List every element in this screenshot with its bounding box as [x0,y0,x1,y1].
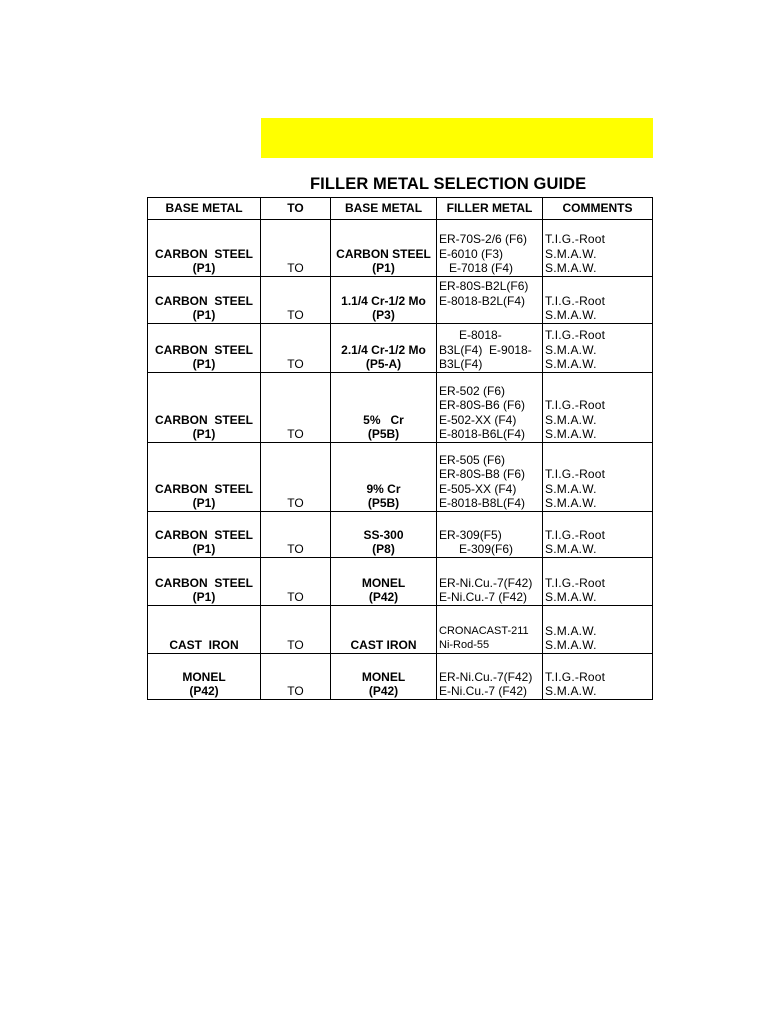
base-metal-cell [148,512,261,558]
base-metal-2-cell [331,220,437,277]
base-metal-2-cell-line: (P42) [368,590,399,605]
filler-metal-cell [437,512,543,558]
to-cell: TO [261,443,331,512]
to-cell: TO [261,220,331,277]
filler-metal-cell-line: E-8018-B8L(F4) [439,496,526,511]
base-metal-cell-line: (P1) [192,261,216,276]
base-metal-cell [148,654,261,700]
base-metal-2-cell-line: (P42) [368,684,399,699]
base-metal-cell-line: MONEL [182,669,226,684]
filler-metal-cell [437,277,543,324]
base-metal-2-cell-line: (P5-A) [365,357,402,372]
filler-metal-cell [437,654,543,700]
to-cell: TO [261,654,331,700]
base-metal-cell-line: CARBON STEEL [154,575,253,590]
comments-cell-line: S.M.A.W. [545,638,597,653]
to-cell: TO [261,606,331,654]
base-metal-2-cell [331,373,437,443]
filler-metal-cell-line: B3L(F4) [439,357,483,372]
base-metal-2-cell [331,512,437,558]
to-cell: TO [261,324,331,373]
base-metal-cell-line: (P1) [192,590,216,605]
to-cell: TO [261,277,331,324]
comments-cell [543,443,653,512]
base-metal-cell-line: CARBON STEEL [154,527,253,542]
table-row [148,606,653,654]
table-body [148,220,653,700]
filler-metal-cell-line: ER-309(F5) [439,527,502,542]
comments-cell-line: S.M.A.W. [545,496,597,511]
base-metal-2-cell-line: 1.1/4 Cr-1/2 Mo [341,293,426,308]
base-metal-2-cell-line: (P5B) [367,427,400,442]
table-row [148,654,653,700]
filler-metal-cell [437,606,543,654]
base-metal-cell-line: CARBON STEEL [154,412,253,427]
comments-cell [543,324,653,373]
filler-metal-cell-line: ER-80S-B8 (F6) [439,467,526,482]
header-base-metal-2: BASE METAL [331,198,437,220]
base-metal-cell [148,443,261,512]
base-metal-cell-line: (P42) [189,684,219,699]
base-metal-cell [148,277,261,324]
filler-metal-cell-line: E-6010 (F3) [439,246,504,261]
filler-metal-cell-line: E-8018-B6L(F4) [439,427,526,442]
filler-metal-cell-line: E-505-XX (F4) [439,481,517,496]
base-metal-cell [148,606,261,654]
base-metal-2-cell-line: 2.1/4 Cr-1/2 Mo [341,342,426,357]
filler-metal-cell-line: ER-Ni.Cu.-7(F42) [439,575,533,590]
table-row [148,277,653,324]
header-base-metal: BASE METAL [148,198,261,220]
filler-metal-cell-line: ER-502 (F6) [439,383,506,398]
page-title: FILLER METAL SELECTION GUIDE [310,175,587,193]
comments-cell-line: S.M.A.W. [545,623,597,638]
comments-cell [543,606,653,654]
filler-metal-cell-line: ER-Ni.Cu.-7(F42) [439,669,533,684]
base-metal-2-cell-line: 9% Cr [366,481,401,496]
base-metal-cell-line: CARBON STEEL [154,246,253,261]
table-row [148,373,653,443]
comments-cell [543,277,653,324]
base-metal-2-cell [331,606,437,654]
filler-metal-cell [437,443,543,512]
filler-metal-cell-line: ER-80S-B6 (F6) [439,398,526,413]
comments-cell [543,512,653,558]
highlight-bar [261,118,653,158]
filler-metal-cell-line: E-309(F6) [439,542,514,557]
header-comments: COMMENTS [543,198,653,220]
comments-cell-line: T.I.G.-Root [545,669,606,684]
base-metal-2-cell [331,324,437,373]
table-row [148,512,653,558]
comments-cell-line: T.I.G.-Root [545,328,606,343]
filler-metal-cell-line: ER-80S-B2L(F6) [439,279,529,294]
base-metal-cell-line: (P1) [192,308,216,323]
filler-metal-cell-line: E-Ni.Cu.-7 (F42) [439,684,528,699]
filler-metal-cell-line: CRONACAST-211 [439,624,529,637]
base-metal-2-cell [331,558,437,606]
base-metal-2-cell-line: (P3) [372,308,395,323]
filler-metal-cell-line: E-502-XX (F4) [439,412,517,427]
base-metal-cell [148,324,261,373]
filler-metal-cell-line: E-7018 (F4) [439,261,514,276]
comments-cell-line: T.I.G.-Root [545,527,606,542]
comments-cell [543,373,653,443]
to-cell: TO [261,512,331,558]
comments-cell-line: S.M.A.W. [545,684,597,699]
comments-cell-line: T.I.G.-Root [545,293,606,308]
comments-cell-line: S.M.A.W. [545,246,597,261]
filler-metal-table [147,197,653,700]
base-metal-2-cell-line: (P8) [372,542,395,557]
comments-cell-line: S.M.A.W. [545,590,597,605]
comments-cell [543,558,653,606]
comments-cell-line: S.M.A.W. [545,412,597,427]
base-metal-2-cell-line: CARBON STEEL [336,246,431,261]
base-metal-cell-line: CARBON STEEL [154,481,253,496]
to-cell: TO [261,373,331,443]
base-metal-cell [148,373,261,443]
comments-cell-line: S.M.A.W. [545,481,597,496]
header-to: TO [261,198,331,220]
base-metal-2-cell-line: MONEL [361,669,406,684]
filler-metal-cell-line: E-8018-B2L(F4) [439,293,526,308]
filler-metal-cell [437,220,543,277]
table-row [148,220,653,277]
filler-metal-cell-line: Ni-Rod-55 [439,639,490,652]
comments-cell-line: S.M.A.W. [545,308,597,323]
comments-cell-line: T.I.G.-Root [545,398,606,413]
filler-metal-cell [437,373,543,443]
base-metal-cell-line: (P1) [192,357,216,372]
header-filler-metal: FILLER METAL [437,198,543,220]
base-metal-2-cell-line: SS-300 [363,527,404,542]
base-metal-cell [148,558,261,606]
comments-cell [543,220,653,277]
comments-cell-line: T.I.G.-Root [545,467,606,482]
base-metal-cell-line: (P1) [192,542,216,557]
comments-cell-line: S.M.A.W. [545,357,597,372]
base-metal-2-cell [331,654,437,700]
comments-cell-line: S.M.A.W. [545,261,597,276]
table-row [148,443,653,512]
base-metal-cell-line: (P1) [192,427,216,442]
filler-metal-cell-line: ER-70S-2/6 (F6) [439,232,528,247]
base-metal-cell-line: CARBON STEEL [154,293,253,308]
comments-cell [543,654,653,700]
base-metal-cell-line: (P1) [192,496,216,511]
filler-metal-cell-line: B3L(F4) E-9018- [439,342,532,357]
comments-cell-line: T.I.G.-Root [545,575,606,590]
to-cell: TO [261,558,331,606]
filler-metal-cell-line: E-Ni.Cu.-7 (F42) [439,590,528,605]
filler-metal-cell-line [439,308,542,323]
base-metal-2-cell [331,443,437,512]
table-header-row [148,198,653,220]
base-metal-2-cell [331,277,437,324]
comments-cell-line: T.I.G.-Root [545,232,606,247]
base-metal-2-cell-line: 5% Cr [363,412,404,427]
base-metal-cell-line: CAST IRON [169,638,239,653]
base-metal-2-cell-line: (P5B) [367,496,400,511]
base-metal-2-cell-line: CAST IRON [350,638,417,653]
filler-metal-cell-line: E-8018- [439,328,502,343]
base-metal-2-cell-line: MONEL [361,575,406,590]
comments-cell-line: S.M.A.W. [545,542,597,557]
table-row [148,558,653,606]
filler-metal-cell [437,324,543,373]
base-metal-2-cell-line: (P1) [372,261,395,276]
comments-cell-line: S.M.A.W. [545,342,597,357]
base-metal-cell [148,220,261,277]
filler-metal-cell [437,558,543,606]
table-row [148,324,653,373]
base-metal-cell-line: CARBON STEEL [154,342,253,357]
comments-cell-line: S.M.A.W. [545,427,597,442]
filler-metal-cell-line: ER-505 (F6) [439,452,506,467]
